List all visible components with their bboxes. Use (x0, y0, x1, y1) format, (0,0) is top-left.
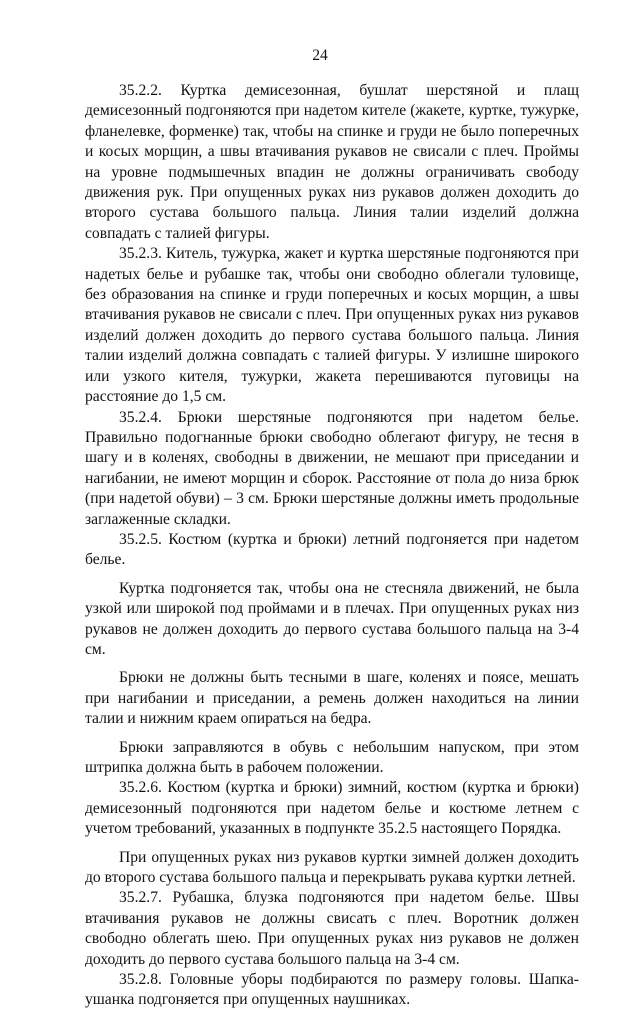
paragraph-35-2-7: 35.2.7. Рубашка, блузка подгоняются при надетом белье. Швы втачивания рукавов не должны свисать с плеч. Воротник должен свободно облегать шею. При опущенных руках низ рукавов не должен доходить до первого сустава большого пальца на 3-4 см. (85, 889, 579, 968)
paragraph-trousers-fit: Брюки не должны быть тесными в шаге, коленях и поясе, мешать при нагибании и приседании, а ремень должен находиться на линии талии и нижним краем опираться на бедра. (85, 669, 579, 728)
document-body (85, 81, 579, 1011)
page-number: 24 (312, 47, 328, 64)
paragraph-35-2-4: 35.2.4. Брюки шерстяные подгоняются при надетом белье. Правильно подогнанные брюки свободно облегают фигуру, не тесня в шагу и в коленях, свободны в движении, не мешают при приседании и нагибании, не имеют морщин и сборок. Расстояние от пола до низа брюк (при надетой обуви) – 3 см. Брюки шерстяные должны иметь продольные заглаженные складки. (85, 408, 579, 528)
paragraph-35-2-6: 35.2.6. Костюм (куртка и брюки) зимний, костюм (куртка и брюки) демисезонный подгоняются при надетом белье и костюме летнем с учетом требований, указанных в подпункте 35.2.5 настоящего Порядка. (85, 779, 579, 838)
paragraph-35-2-8: 35.2.8. Головные уборы подбираются по размеру головы. Шапка-ушанка подгоняется при опущенных наушниках. (85, 971, 579, 1009)
paragraph-35-2-3: 35.2.3. Китель, тужурка, жакет и куртка шерстяные подгоняются при надетых белье и рубашке так, чтобы они свободно облегали туловище, без образования на спинке и груди поперечных и косых морщин, а швы втачивания рукавов не свисали с плеч. При опущенных руках низ рукавов изделий должен доходить до первого сустава большого пальца. Линия талии изделий должна совпадать с талией фигуры. У излишне широкого или узкого кителя, тужурки, жакета перешиваются пуговицы на расстояние до 1,5 см. (85, 245, 579, 406)
paragraph-winter-sleeves: При опущенных руках низ рукавов куртки зимней должен доходить до второго сустава большого пальца и перекрывать рукава куртки летней. (85, 848, 579, 887)
paragraph-35-2-5: 35.2.5. Костюм (куртка и брюки) летний подгоняется при надетом белье. (85, 530, 579, 569)
paragraph-jacket-fit: Куртка подгоняется так, чтобы она не стесняла движений, не была узкой или широкой под проймами и в плечах. При опущенных руках низ рукавов не должен доходить до первого сустава большого пальца на 3-4 см. (85, 579, 579, 658)
paragraph-trousers-tuck: Брюки заправляются в обувь с небольшим напуском, при этом штрипка должна быть в рабочем положении. (85, 738, 579, 776)
paragraph-35-2-2: 35.2.2. Куртка демисезонная, бушлат шерстяной и плащ демисезонный подгоняются при надетом кителе (жакете, куртке, тужурке, фланелевке, форменке) так, чтобы на спинке и груди не было поперечных и косых морщин, а швы втачивания рукавов не свисали с плеч. Проймы на уровне подмышечных впадин не должны ограничивать свободу движения рук. При опущенных руках низ рукавов должен доходить до второго сустава большого пальца. Линия талии изделий должна совпадать с талией фигуры. (85, 82, 579, 242)
